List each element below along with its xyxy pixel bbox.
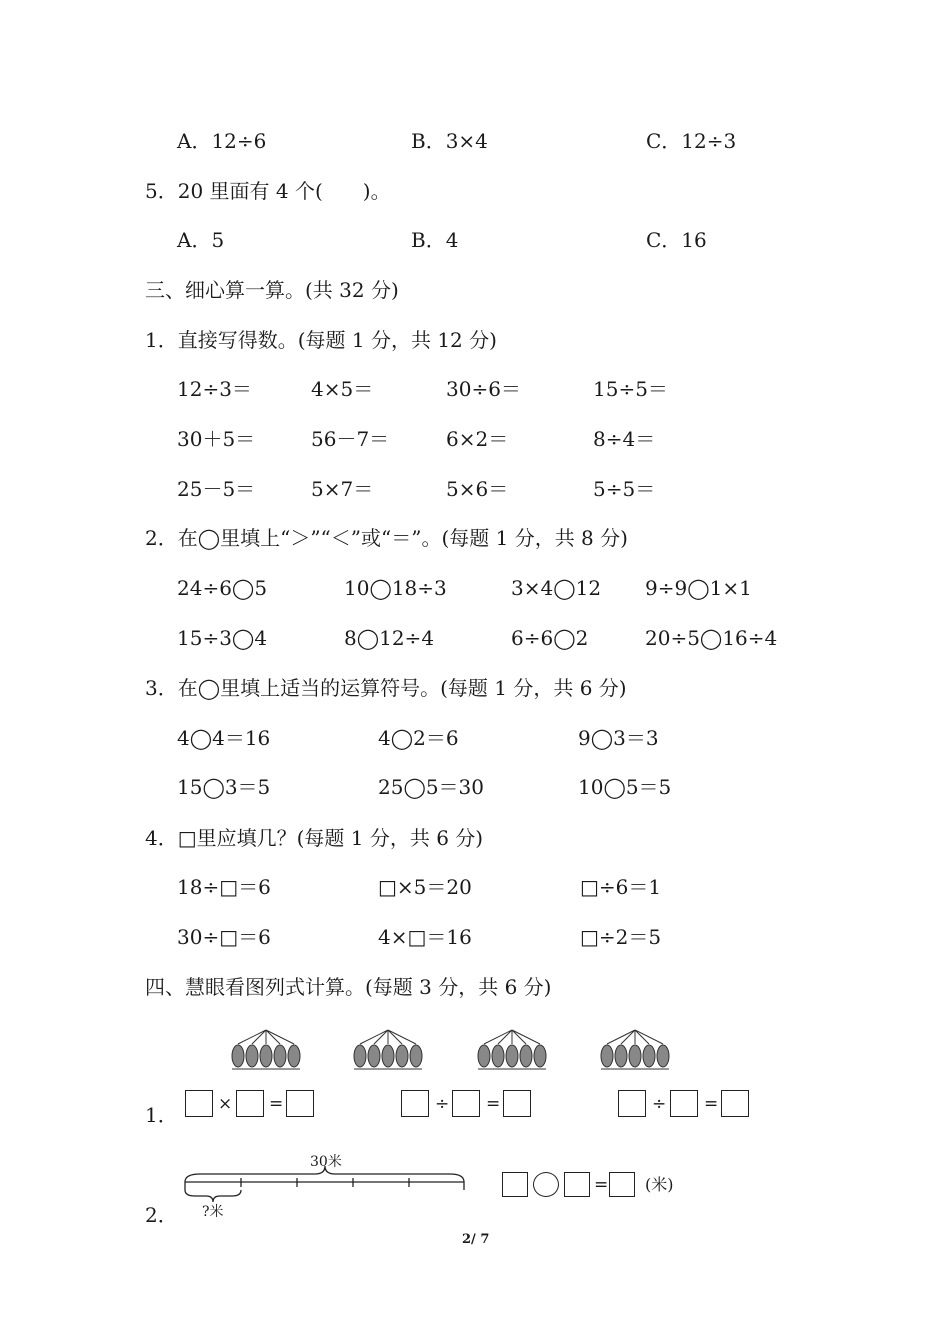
- calc-item: 5×7＝: [311, 477, 374, 501]
- q4-option-c: C．12÷3: [646, 129, 737, 153]
- equals-sign: =: [704, 1094, 719, 1114]
- compare-item: 3×4◯12: [511, 576, 602, 600]
- answer-box[interactable]: [618, 1090, 646, 1117]
- answer-box[interactable]: [452, 1090, 480, 1117]
- part2-title: 2．在◯里填上“＞”“＜”或“＝”。(每题 1 分，共 8 分): [145, 526, 628, 550]
- operator-item: 4◯2＝6: [378, 726, 459, 750]
- multiply-sign: ×: [218, 1094, 233, 1114]
- part4-title: 4．□里应填几？(每题 1 分，共 6 分): [145, 826, 484, 850]
- fish-group-illustration: [350, 1028, 426, 1072]
- calc-item: 56－7＝: [311, 427, 390, 451]
- part3-title: 3．在◯里填上适当的运算符号。(每题 1 分，共 6 分): [145, 676, 627, 700]
- compare-item: 15÷3◯4: [177, 626, 268, 650]
- compare-item: 9÷9◯1×1: [645, 576, 752, 600]
- total-length-label: 30米: [310, 1154, 342, 1170]
- calc-item: 8÷4＝: [593, 427, 656, 451]
- calc-item: 12÷3＝: [177, 377, 252, 401]
- q5-stem: 5．20 里面有 4 个( )。: [145, 179, 391, 203]
- calc-item: 30÷6＝: [446, 377, 521, 401]
- q4-option-a: A．12÷6: [177, 129, 267, 153]
- fish-group-illustration: [228, 1028, 304, 1072]
- compare-item: 10◯18÷3: [344, 576, 447, 600]
- section3-title: 三、细心算一算。(共 32 分): [145, 278, 399, 302]
- item2-label: 2．: [145, 1203, 178, 1227]
- fill-box-item: □÷6＝1: [580, 875, 662, 899]
- fish-group-illustration: [597, 1028, 673, 1072]
- fill-box-item: □×5＝20: [378, 875, 472, 899]
- answer-box[interactable]: [236, 1090, 264, 1117]
- answer-box[interactable]: [185, 1090, 213, 1117]
- calc-item: 6×2＝: [446, 427, 509, 451]
- answer-box[interactable]: [670, 1090, 698, 1117]
- divide-sign: ÷: [435, 1094, 450, 1114]
- page-number: 2/ 7: [462, 1232, 490, 1247]
- equals-sign: =: [486, 1094, 501, 1114]
- item1-label: 1．: [145, 1103, 178, 1127]
- fill-box-item: □÷2＝5: [580, 925, 662, 949]
- section4-title: 四、慧眼看图列式计算。(每题 3 分，共 6 分): [145, 975, 552, 999]
- answer-box[interactable]: [564, 1172, 590, 1197]
- compare-item: 6÷6◯2: [511, 626, 589, 650]
- q5-option-c: C．16: [646, 228, 707, 252]
- operator-item: 15◯3＝5: [177, 775, 271, 799]
- compare-item: 8◯12÷4: [344, 626, 435, 650]
- answer-box[interactable]: [502, 1172, 528, 1197]
- operator-item: 25◯5＝30: [378, 775, 485, 799]
- calc-item: 4×5＝: [311, 377, 374, 401]
- q5-option-a: A．5: [177, 228, 225, 252]
- calc-item: 5×6＝: [446, 477, 509, 501]
- equals-sign: =: [594, 1175, 609, 1195]
- answer-box[interactable]: [401, 1090, 429, 1117]
- compare-item: 20÷5◯16÷4: [645, 626, 778, 650]
- fish-group-illustration: [474, 1028, 550, 1072]
- operator-item: 10◯5＝5: [578, 775, 672, 799]
- unit-label: (米): [645, 1175, 674, 1194]
- operator-item: 4◯4＝16: [177, 726, 271, 750]
- operator-circle[interactable]: [533, 1172, 559, 1197]
- calc-item: 5÷5＝: [593, 477, 656, 501]
- calc-item: 15÷5＝: [593, 377, 668, 401]
- part1-title: 1．直接写得数。(每题 1 分，共 12 分): [145, 328, 497, 352]
- q5-option-b: B．4: [411, 228, 459, 252]
- answer-box[interactable]: [503, 1090, 531, 1117]
- answer-box[interactable]: [286, 1090, 314, 1117]
- part-length-label: ?米: [202, 1204, 224, 1220]
- operator-item: 9◯3＝3: [578, 726, 659, 750]
- equals-sign: =: [269, 1094, 284, 1114]
- answer-box[interactable]: [721, 1090, 749, 1117]
- answer-box[interactable]: [609, 1172, 635, 1197]
- compare-item: 24÷6◯5: [177, 576, 268, 600]
- fill-box-item: 4×□＝16: [378, 925, 472, 949]
- calc-item: 30＋5＝: [177, 427, 256, 451]
- fill-box-item: 30÷□＝6: [177, 925, 271, 949]
- fill-box-item: 18÷□＝6: [177, 875, 271, 899]
- divide-sign: ÷: [652, 1094, 667, 1114]
- q4-option-b: B．3×4: [411, 129, 488, 153]
- calc-item: 25－5＝: [177, 477, 256, 501]
